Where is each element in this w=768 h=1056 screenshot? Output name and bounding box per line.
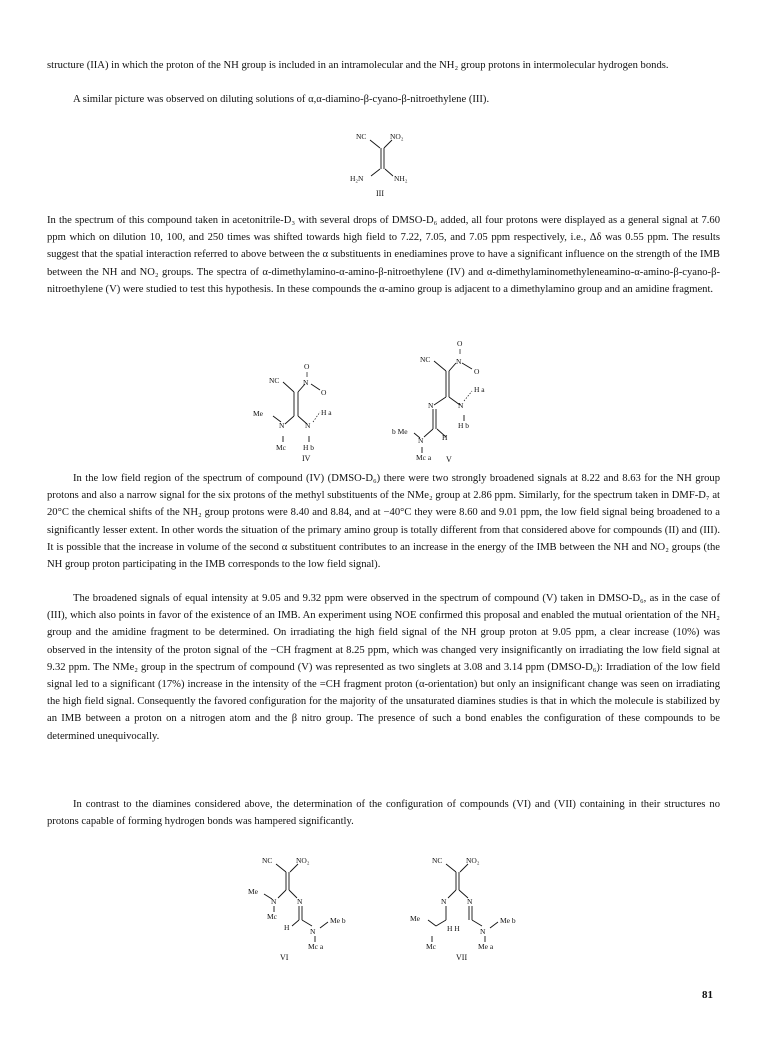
paragraph-1: structure (IIA) in which the proton of the NH group is included in an intramolecular and the NH₂ group protons in intermolecular hydrogen bonds. bbox=[47, 60, 669, 71]
label-mc: Mc bbox=[276, 443, 286, 452]
paragraph-6: In contrast to the diamines considered above, the determination of the configuration of compounds (VI) and (VII) containing in their structures no protons capable of forming hydrogen bonds was hampered significantly. bbox=[47, 799, 720, 828]
label-n-dimethyl: N bbox=[418, 436, 424, 445]
page-number: 81 bbox=[702, 989, 713, 1001]
label-nh2: NH₂ bbox=[394, 174, 408, 183]
paragraph-2: A similar picture was observed on diluting solutions of α,α-diamino-β-cyano-β-nitroethylene (III). bbox=[73, 94, 490, 105]
label-b-me: b Me bbox=[392, 427, 408, 436]
label-mc-a: Mc a bbox=[308, 942, 324, 951]
compound-label: VI bbox=[280, 953, 289, 962]
paragraph-3: In the spectrum of this compound taken in acetonitrile-D₃ with several drops of DMSO-D₆ added, all four protons were displayed as a general signal at 7.60 ppm which on dilution 10, 100, and 250 times was shifted towards high field to 7.22, 7.05, and 7.05 ppm respectively, i.e., Δδ was 0.55 ppm. The results suggest that the spatial interaction referred to above between the α substituents in enediamines prove to have a significant influence on the strength of the IMB between the NH and NO₂ groups. The spectra of α-dimethylamino-α-amino-β-nitroethylene (IV) and α-dimethylaminomethyleneamino-α-amino-β-cyano-β-nitroethylene (V) were studied to test this hypothesis. In these compounds the α-amino group is adjacent to a dimethylamino group and an amidine fragment. bbox=[47, 215, 720, 295]
label-mc: Mc bbox=[426, 942, 436, 951]
label-me: Me bbox=[410, 914, 420, 923]
structure-III-bonds bbox=[340, 118, 430, 198]
label-n-right: N bbox=[467, 897, 473, 906]
label-hb: H b bbox=[458, 421, 470, 430]
label-double-bond: ‖ bbox=[306, 370, 309, 379]
label-h: H bbox=[284, 923, 290, 932]
label-hb: H b bbox=[303, 443, 315, 452]
structure-VI-bonds bbox=[242, 856, 362, 966]
label-n-amidine: N bbox=[480, 927, 486, 936]
compound-label: VII bbox=[456, 953, 468, 962]
label-no2: NO₂ bbox=[466, 856, 480, 865]
compound-label: V bbox=[446, 455, 452, 464]
label-no2: NO₂ bbox=[296, 856, 310, 865]
label-ha: H a bbox=[474, 385, 485, 394]
label-nc: NC bbox=[420, 355, 431, 364]
label-n: N bbox=[456, 357, 462, 366]
label-me-b: Me b bbox=[330, 916, 346, 925]
label-nc: NC bbox=[356, 132, 367, 141]
label-o-top: O bbox=[304, 362, 310, 371]
label-ha: H a bbox=[321, 408, 332, 417]
label-nc: NC bbox=[432, 856, 443, 865]
label-mc-a: Mc a bbox=[416, 453, 432, 462]
structure-V-bonds bbox=[392, 339, 512, 465]
label-nc: NC bbox=[269, 376, 280, 385]
label-n-left: N bbox=[271, 897, 277, 906]
label-n-amidine: N bbox=[428, 401, 434, 410]
label-hh: H H bbox=[447, 924, 460, 933]
label-n-amidine: N bbox=[310, 927, 316, 936]
paragraph-5: The broadened signals of equal intensity at 9.05 and 9.32 ppm were observed in the spectrum of compound (V) taken in DMSO-D₆, as in the case of (III), which also points in favor of the existence of an IMB. An experiment using NOE confirmed this proposal and enabled the mutual orientation of the NH₂ group and the amidine fragment to be determined. On irradiating the high field signal of the NH group proton at 9.05 ppm, a clear increase (10%) was observed in the intensity of the proton signal of the −CH fragment at 8.25 ppm, which was changed very insignificantly on irradiating the low field signal at 9.32 ppm. The NMe₂ group in the spectrum of compound (V) was represented as two singlets at 3.08 and 3.14 ppm (DMSO-D₆): Irradiation of the low field signal led to a significant (17%) increase in the intensity of the =CH fragment proton (α-orientation) but only an insignificant change was seen on irradiating the high field signal. Consequently the favored configuration for the majority of the unsaturated diamines studies is that in which the molecule is stabilized by an IMB between a proton on a nitrogen atom and the β nitro group. The presence of such a bond enables the configuration of these compounds to be determined unequivocally. bbox=[47, 593, 720, 742]
compound-label: IV bbox=[302, 454, 311, 463]
structure-V bbox=[392, 339, 512, 465]
label-mc: Mc bbox=[267, 912, 277, 921]
label-n-left: N bbox=[441, 897, 447, 906]
label-o: O bbox=[474, 367, 480, 376]
label-no2: NO₂ bbox=[390, 132, 404, 141]
paragraph-4: In the low field region of the spectrum of compound (IV) (DMSO-D₆) there were two strongly broadened signals at 8.22 and 8.63 for the NH group protons and also a narrow signal for the six protons of the methyl substituents of the NMe₂ group at 2.86 ppm. Similarly, for the spectrum taken in DMF-D₇ at 20°C the chemical shifts of the NH₂ group protons were 8.40 and 8.84, and at −40°C they were 8.60 and 9.01 ppm, the low field signal being broadened to a significantly lesser extent. In other words the situation of the primary amino group is totally different from that considered above for compounds (II) and (III). It is possible that the increase in volume of the second α substituent contributes to an increase in the energy of the IMB between the NH and NO₂ groups (the NH group proton participating in the IMB corresponds to the low field signal). bbox=[47, 473, 720, 571]
label-me: Me bbox=[253, 409, 263, 418]
label-me-a: Me a bbox=[478, 942, 494, 951]
label-nc: NC bbox=[262, 856, 273, 865]
label-double-bond: ‖ bbox=[459, 347, 462, 356]
structure-VII bbox=[402, 856, 532, 966]
label-o-top: O bbox=[457, 339, 463, 348]
label-h2n: H₂N bbox=[350, 174, 364, 183]
structure-IV bbox=[245, 354, 365, 464]
label-o: O bbox=[321, 388, 327, 397]
structure-VI bbox=[242, 856, 362, 966]
label-n-right: N bbox=[297, 897, 303, 906]
label-me-b: Me b bbox=[500, 916, 516, 925]
label-h: H bbox=[442, 433, 448, 442]
label-n-amino: N bbox=[458, 401, 464, 410]
label-n-right: N bbox=[305, 421, 311, 430]
structure-III bbox=[340, 118, 430, 198]
label-me: Me bbox=[248, 887, 258, 896]
label-n-left: N bbox=[279, 421, 285, 430]
label-n: N bbox=[303, 378, 309, 387]
compound-label: III bbox=[376, 189, 384, 198]
structure-VII-bonds bbox=[402, 856, 532, 966]
